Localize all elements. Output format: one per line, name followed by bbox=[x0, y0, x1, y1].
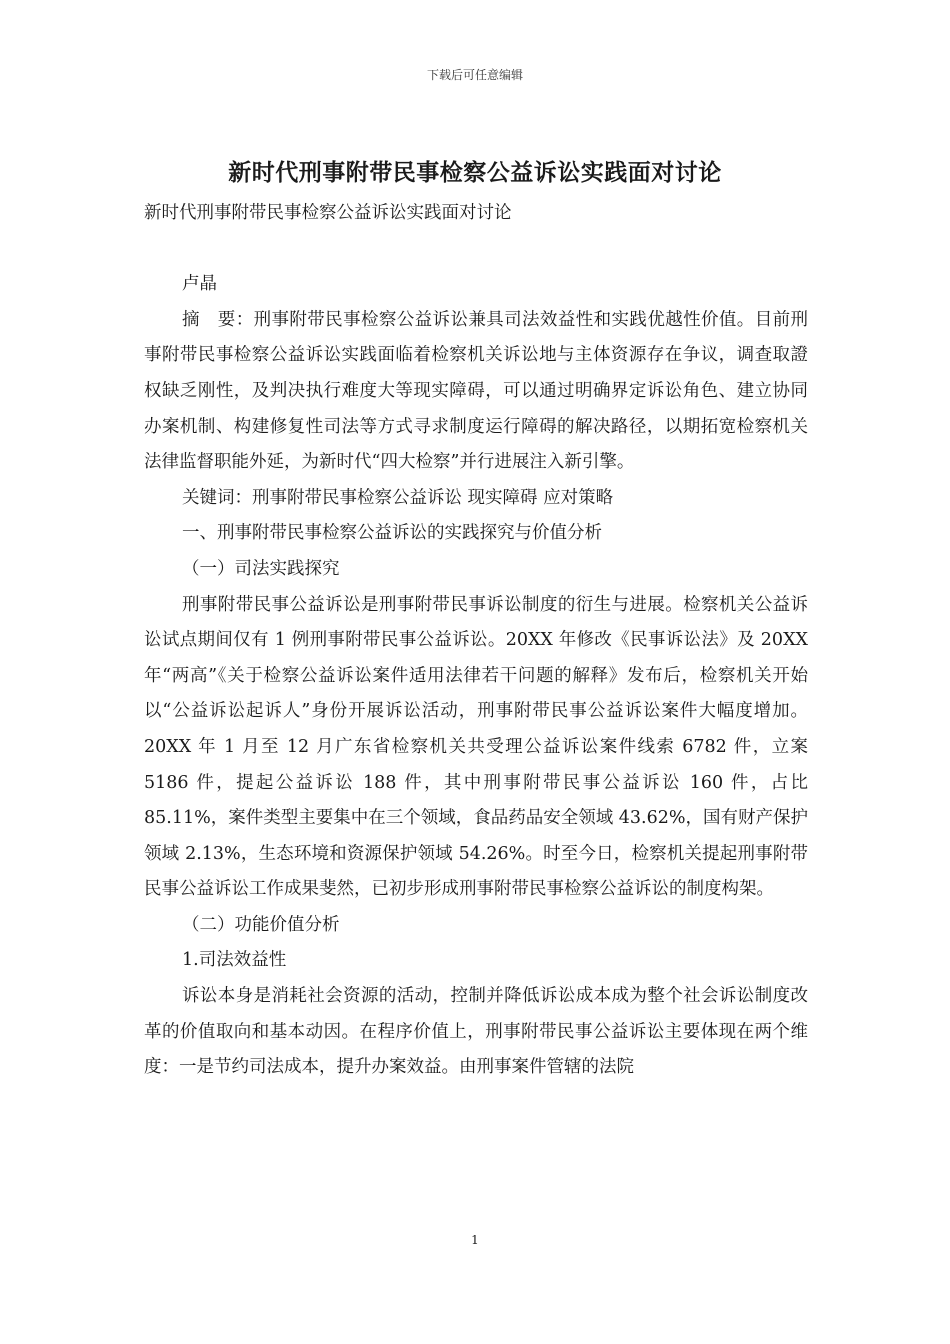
document-subtitle: 新时代刑事附带民事检察公益诉讼实践面对讨论 bbox=[144, 203, 512, 223]
body-paragraph-2: 诉讼本身是消耗社会资源的活动，控制并降低诉讼成本成为整个社会诉讼制度改革的价值取向和基本动因。在程序价值上，刑事附带民事公益诉讼主要体现在两个维度：一是节约司法成本，提升办案效益。由刑事案件管辖的法院 bbox=[144, 986, 808, 1078]
author: 卢晶 bbox=[182, 274, 217, 295]
page-number: 1 bbox=[471, 1233, 479, 1247]
document-body bbox=[144, 196, 808, 1086]
keywords: 关键词：刑事附带民事检察公益诉讼 现实障碍 应对策略 bbox=[182, 487, 614, 508]
subsection-heading-1: 1.司法效益性 bbox=[182, 950, 287, 971]
section-heading-1-1: （一）司法实践探究 bbox=[182, 558, 340, 579]
header-note: 下载后可任意编辑 bbox=[426, 68, 523, 82]
section-heading-1-2: （二）功能价值分析 bbox=[182, 914, 340, 935]
document-title: 新时代刑事附带民事检察公益诉讼实践面对讨论 bbox=[228, 160, 722, 186]
abstract-paragraph: 摘 要：刑事附带民事检察公益诉讼兼具司法效益性和实践优越性价值。目前刑事附带民事检察公益诉讼实践面临着检察机关诉讼地与主体资源存在争议，调查取證权缺乏刚性，及判决执行难度大等现实障碍，可以通过明确界定诉讼角色、建立协同办案机制、构建修复性司法等方式寻求制度运行障碍的解决路径，以期拓宽检察机关法律监督职能外延，为新时代“四大检察”并行进展注入新引擎。 bbox=[144, 309, 808, 473]
section-heading-1: 一、刑事附带民事检察公益诉讼的实践探究与价值分析 bbox=[182, 523, 602, 544]
body-paragraph-1: 刑事附带民事公益诉讼是刑事附带民事诉讼制度的衍生与进展。检察机关公益诉讼试点期间仅有 1 例刑事附带民事公益诉讼。20XX 年修改《民事诉讼法》及 20XX 年“两高”《关于检察公益诉讼案件适用法律若干问题的解释》发布后，检察机关开始以“公益诉讼起诉人”身份开展诉讼活动，刑事附带民事公益诉讼案件大幅度增加。20XX 年 1 月至 12 月广东省检察机关共受理公益诉讼案件线索 6782 件，立案 5186 件，提起公益诉讼 188 件，其中刑事附带民事公益诉讼 160 件，占比 85.11%，案件类型主要集中在三个领域，食品药品安全领域 43.62%，国有财产保护领域 2.13%，生态环境和资源保护领域 54.26%。时至今日，检察机关提起刑事附带民事公益诉讼工作成果斐然，已初步形成刑事附带民事检察公益诉讼的制度构架。 bbox=[144, 594, 809, 900]
